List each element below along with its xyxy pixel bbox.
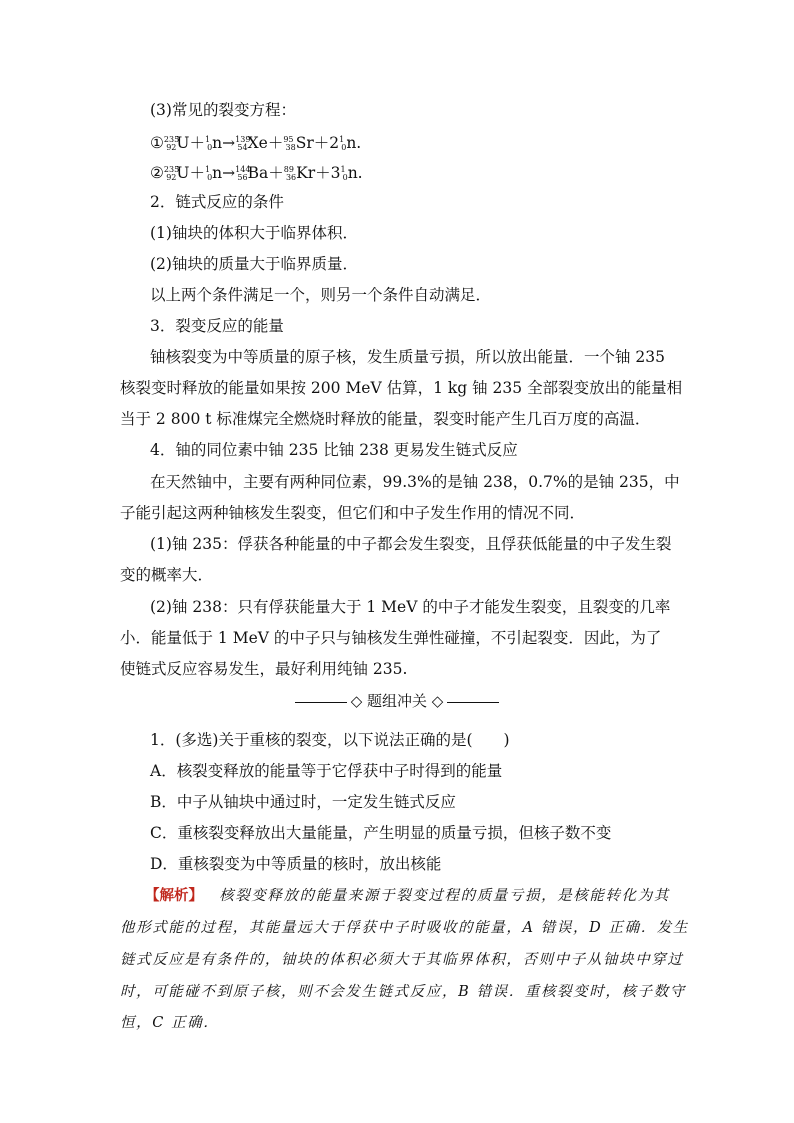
- analysis-line-2: 他形式能的过程，其能量远大于俘获中子时吸收的能量，A 错误，D 正确．发生: [120, 920, 690, 936]
- chain-conditions-note: 以上两个条件满足一个，则另一个条件自动满足．: [150, 286, 492, 304]
- u238-line-2: 小．能量低于 1 MeV 的中子只与铀核发生弹性碰撞，不引起裂变．因此，为了: [120, 629, 662, 647]
- separator-label: ◇ 题组冲关 ◇: [350, 692, 444, 710]
- isotopes-line-1: 在天然铀中，主要有两种同位素，99.3%的是铀 238，0.7%的是铀 235，中: [150, 473, 680, 491]
- analysis-line-3: 链式反应是有条件的，铀块的体积必须大于其临界体积，否则中子从铀块中穿过: [120, 952, 684, 968]
- question-option-a: A．核裂变释放的能量等于它俘获中子时得到的能量: [150, 762, 503, 780]
- u238-line-3: 使链式反应容易发生，最好利用纯铀 235.: [120, 660, 408, 678]
- fission-equation-1: $①^{235}_{92}U+^1_0n\to^{139}_{54}Xe+^{95}_{38}Sr+2^1_0n$.: [150, 134, 362, 152]
- fission-equation-2: $②^{235}_{92}U+^1_0n\to^{144}_{56}Ba+^{89}_{36}Kr+3^1_0n$.: [150, 164, 363, 182]
- chain-condition-volume: (1)铀块的体积大于临界体积．: [150, 224, 358, 242]
- fission-energy-heading: 3．裂变反应的能量: [150, 317, 284, 335]
- question-stem: 1．(多选)关于重核的裂变，以下说法正确的是( ): [150, 731, 510, 749]
- fission-energy-line-3: 当于 2 800 t 标准煤完全燃烧时释放的能量，裂变时能产生几百万度的高温．: [120, 410, 651, 428]
- analysis-line-4: 时，可能碰不到原子核，则不会发生链式反应，B 错误．重核裂变时，核子数守: [120, 984, 686, 1000]
- isotopes-heading: 4．铀的同位素中铀 235 比铀 238 更易发生链式反应: [150, 441, 518, 459]
- analysis-line-5: 恒，C 正确．: [120, 1015, 220, 1031]
- fission-energy-line-1: 铀核裂变为中等质量的原子核，发生质量亏损，所以放出能量．一个铀 235: [150, 348, 666, 366]
- question-option-c: C．重核裂变释放出大量能量，产生明显的质量亏损，但核子数不变: [150, 824, 612, 842]
- fission-energy-line-2: 核裂变时释放的能量如果按 200 MeV 估算，1 kg 铀 235 全部裂变放出的能量相: [120, 379, 683, 397]
- separator-rule-right: [447, 702, 499, 703]
- analysis-tag: 【解析】: [145, 887, 203, 904]
- question-option-d: D．重核裂变为中等质量的核时，放出核能: [150, 855, 442, 873]
- u235-line-1: (1)铀 235：俘获各种能量的中子都会发生裂变，且俘获低能量的中子发生裂: [150, 535, 672, 553]
- separator-rule-left: [295, 702, 347, 703]
- question-option-b: B．中子从铀块中通过时，一定发生链式反应: [150, 793, 456, 811]
- analysis-line-1: 【解析】 核裂变释放的能量来源于裂变过程的质量亏损，是核能转化为其: [145, 887, 670, 904]
- chain-condition-mass: (2)铀块的质量大于临界质量．: [150, 255, 358, 273]
- isotopes-line-2: 子能引起这两种铀核发生裂变，但它们和中子发生作用的情况不同．: [120, 504, 586, 522]
- u238-line-1: (2)铀 238：只有俘获能量大于 1 MeV 的中子才能发生裂变，且裂变的几率: [150, 598, 671, 616]
- section-separator: [0, 690, 794, 711]
- u235-line-2: 变的概率大．: [120, 566, 214, 584]
- fission-equations-heading: (3)常见的裂变方程：: [150, 101, 296, 119]
- chain-conditions-heading: 2．链式反应的条件: [150, 193, 284, 211]
